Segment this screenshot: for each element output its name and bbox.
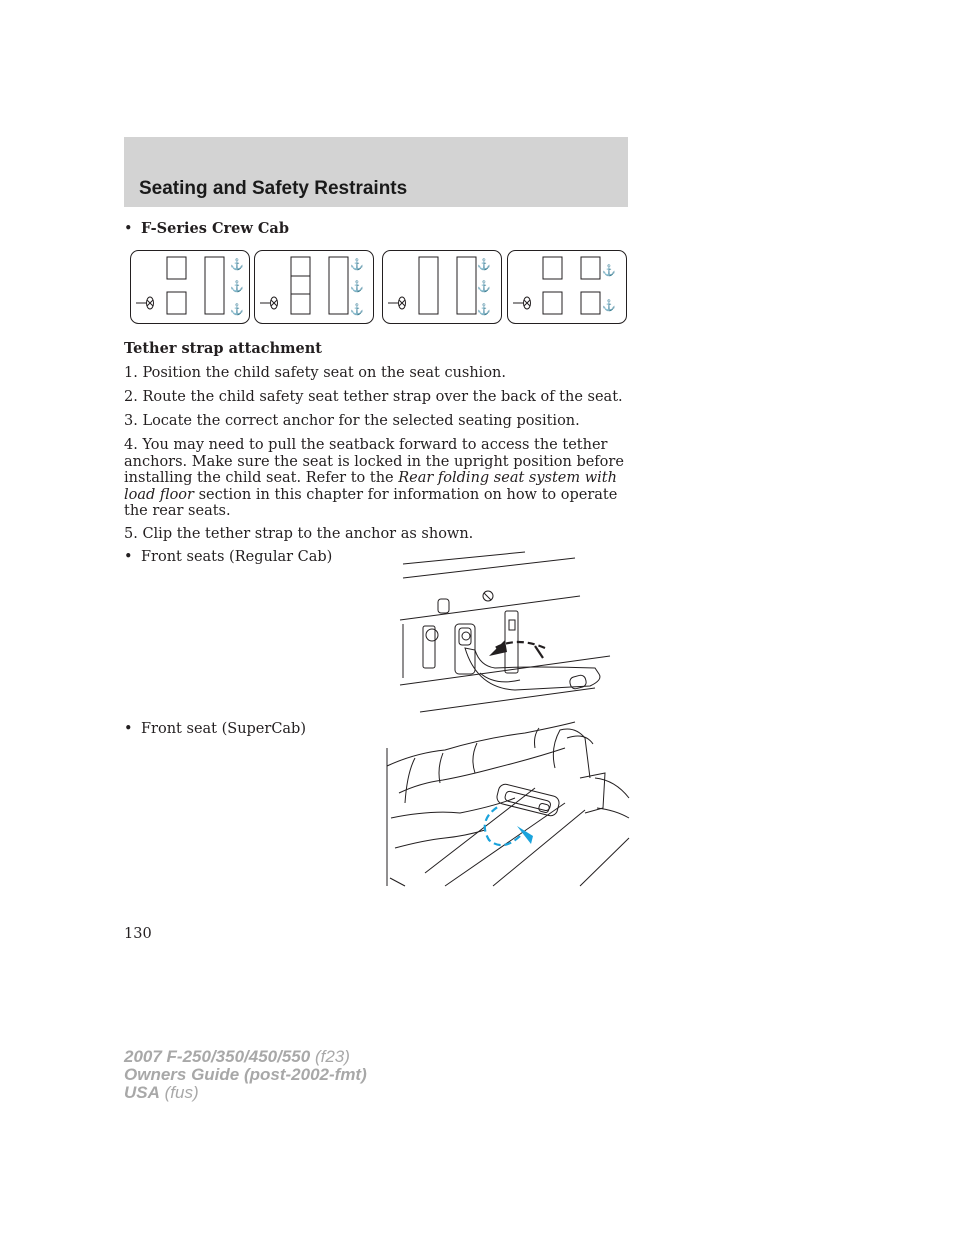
bullet: • (124, 721, 133, 737)
anchor-icon: ⚓ (477, 258, 491, 271)
anchor-icon: ⚓ (477, 303, 491, 316)
rotate-arrow-icon (485, 806, 520, 845)
regular-cab-anchor-illustration (385, 548, 613, 718)
footer-market-code: (fus) (164, 1083, 199, 1102)
bullet-front-regular (124, 549, 332, 566)
front-supercab-label: Front seat (SuperCab) (141, 721, 307, 737)
anchor-icon: ⚓ (230, 258, 244, 271)
anchor-icon: ⚓ (350, 303, 364, 316)
footer-guide: Owners Guide (post-2002-fmt) (124, 1065, 367, 1084)
footer-code: (f23) (314, 1047, 350, 1066)
footer-model: 2007 F-250/350/450/550 (124, 1047, 311, 1066)
footer-line-3 (124, 1084, 367, 1102)
step-4 (124, 437, 630, 520)
step-2: 2. Route the child safety seat tether strap over the back of the seat. (124, 389, 623, 405)
seating-diagram-1 (130, 250, 250, 324)
footer (124, 1048, 367, 1102)
step-4-reference: Rear folding seat system with load floor (124, 470, 617, 503)
step-4-text-a: 4. You may need to pull the seatback forward to access the tether anchors. Make sure the seat is locked in the upright position before installing the child seat. Refer to the (124, 437, 624, 486)
step-5: 5. Clip the tether strap to the anchor as shown. (124, 526, 474, 542)
bullet-front-supercab (124, 721, 306, 738)
anchor-icon: ⚓ (350, 280, 364, 293)
bullet: • (124, 549, 133, 565)
anchor-icon: ⚓ (602, 264, 616, 277)
anchor-icon: ⚓ (477, 280, 491, 293)
tether-heading: Tether strap attachment (124, 340, 322, 357)
anchor-icon: ⚓ (230, 303, 244, 316)
bullet: • (124, 221, 133, 237)
step-1: 1. Position the child safety seat on the seat cushion. (124, 365, 506, 381)
section-header (124, 137, 628, 207)
crew-cab-item (124, 221, 289, 238)
seating-diagram-3 (382, 250, 502, 324)
footer-market: USA (124, 1083, 160, 1102)
section-title: Seating and Safety Restraints (139, 178, 408, 199)
page-number: 130 (124, 926, 152, 942)
front-regular-label: Front seats (Regular Cab) (141, 549, 333, 565)
step-3: 3. Locate the correct anchor for the selected seating position. (124, 413, 580, 429)
step-4-text-b: section in this chapter for information on how to operate the rear seats. (124, 486, 618, 519)
anchor-icon: ⚓ (602, 299, 616, 312)
crew-cab-label: F-Series Crew Cab (141, 220, 289, 237)
anchor-icon: ⚓ (230, 280, 244, 293)
seating-diagram-2 (254, 250, 374, 324)
footer-line-1 (124, 1048, 367, 1066)
footer-line-2 (124, 1066, 367, 1084)
anchor-icon: ⚓ (350, 258, 364, 271)
seating-diagram-4 (507, 250, 627, 324)
supercab-anchor-illustration (385, 718, 630, 888)
